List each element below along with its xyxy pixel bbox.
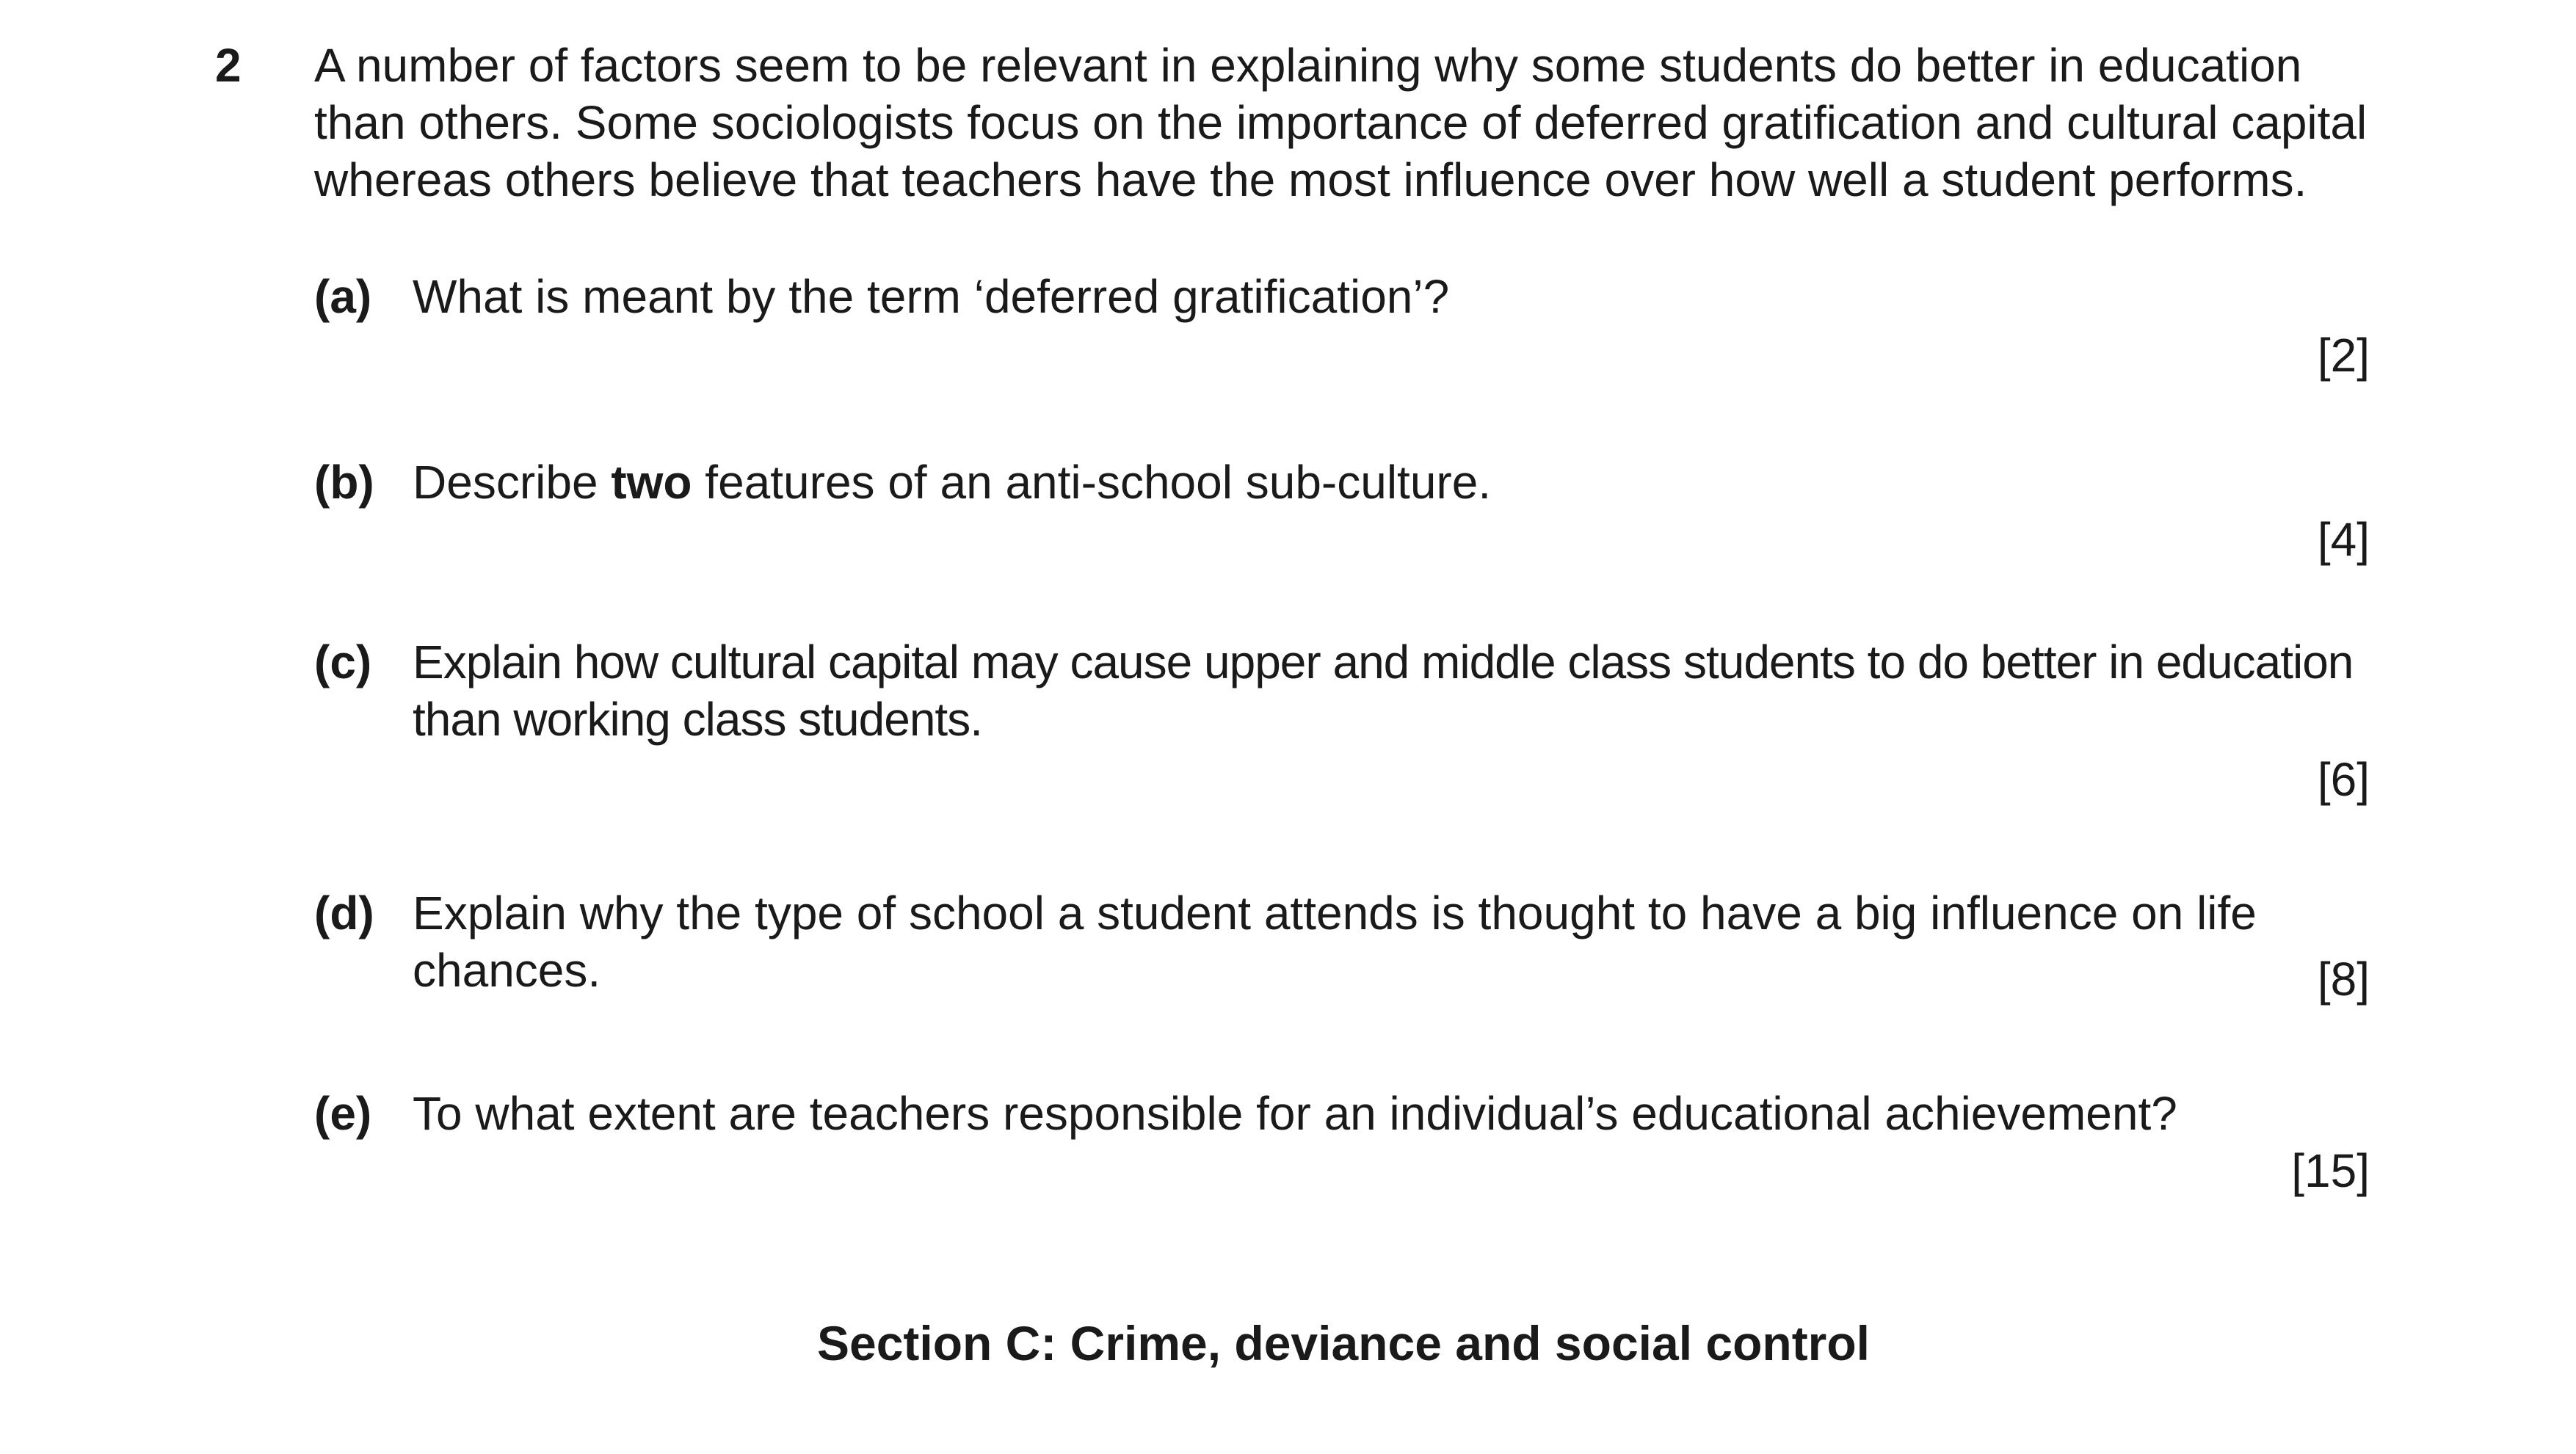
part-label: (c) (314, 636, 372, 688)
question-part-c (314, 633, 2370, 810)
part-text (413, 884, 2370, 999)
part-text-emphasis: two (611, 456, 692, 509)
stem-line: than others. Some sociologists focus on the importance of deferred gratification and cultural capital (314, 96, 2368, 149)
part-label: (b) (314, 456, 374, 509)
part-line: Explain why the type of school a student attends is thought to have a big influence on life (413, 887, 2257, 939)
marks-allocation: [15] (2291, 1144, 2370, 1197)
question-part-e (314, 1085, 2370, 1202)
part-text (413, 1085, 2370, 1142)
part-line: What is meant by the term ‘deferred gratification’? (413, 270, 1450, 323)
part-label: (d) (314, 887, 374, 939)
part-text-before: Describe (413, 456, 612, 509)
part-label: (a) (314, 270, 372, 323)
part-line: than working class students. (413, 693, 982, 746)
part-line: chances. (413, 944, 601, 997)
marks-allocation: [4] (2317, 513, 2370, 566)
marks-allocation: [8] (2317, 953, 2370, 1006)
stem-line: whereas others believe that teachers have the most influence over how well a student performs. (314, 153, 2307, 206)
question-part-b (314, 454, 2370, 571)
section-heading: Section C: Crime, deviance and social control (816, 1316, 1871, 1370)
question-part-a (314, 268, 2370, 385)
marks-allocation: [2] (2317, 329, 2370, 382)
part-text (413, 268, 2370, 325)
part-line: To what extent are teachers responsible for an individual’s educational achievement? (413, 1087, 2177, 1140)
part-label: (e) (314, 1087, 372, 1140)
part-line (413, 454, 2370, 511)
part-text (413, 454, 2370, 511)
part-line: Explain how cultural capital may cause upper and middle class students to do better in education (413, 636, 2354, 688)
marks-allocation: [6] (2317, 753, 2370, 806)
question-number: 2 (215, 39, 242, 92)
part-text (413, 633, 2370, 748)
question-part-d (314, 884, 2370, 1009)
part-text-after: features of an anti-school sub-culture. (692, 456, 1492, 509)
stem-line: A number of factors seem to be relevant in explaining why some students do better in education (314, 39, 2302, 92)
question-stem (314, 37, 2370, 208)
